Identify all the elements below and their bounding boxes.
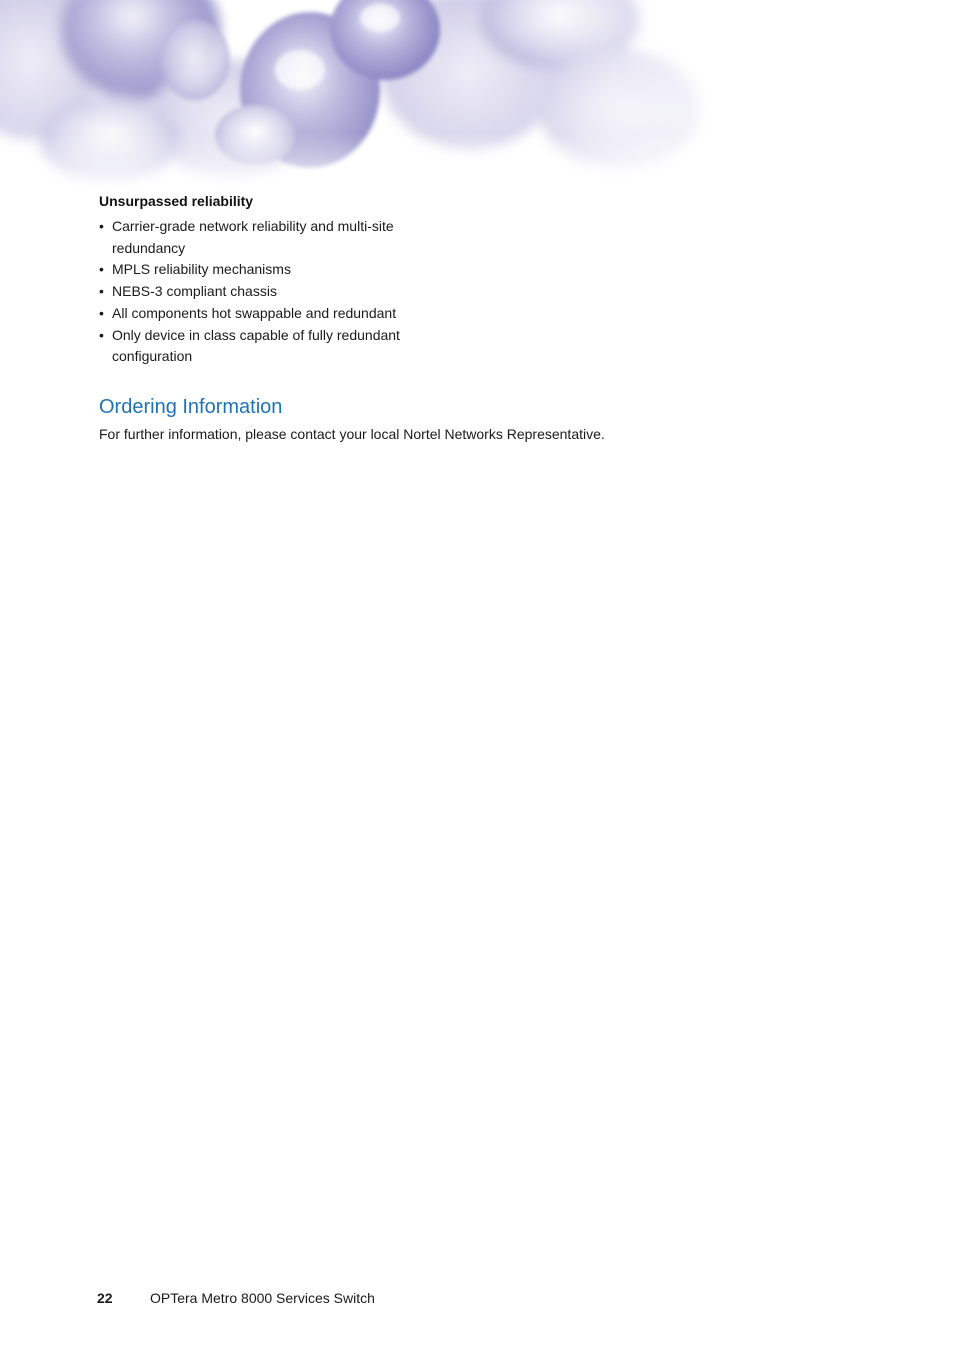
bullet-dot-icon: • — [99, 218, 104, 234]
page-footer — [97, 1288, 375, 1308]
reliability-bullet-list — [99, 216, 439, 368]
header-banner-image — [0, 0, 954, 190]
list-item — [99, 303, 439, 325]
ordering-information-heading: Ordering Information — [99, 395, 283, 418]
list-item — [99, 325, 439, 368]
page-number: 22 — [97, 1290, 113, 1306]
list-item-text: Only device in class capable of fully redundant configuration — [112, 326, 400, 365]
list-item — [99, 259, 439, 281]
subheading-reliability: Unsurpassed reliability — [99, 193, 254, 209]
list-item-text: MPLS reliability mechanisms — [112, 261, 291, 278]
main-content — [99, 192, 799, 444]
footer-product-name: OPTera Metro 8000 Services Switch — [150, 1290, 375, 1306]
list-item-text: NEBS-3 compliant chassis — [112, 283, 277, 300]
list-item-text: All components hot swappable and redundant — [112, 304, 397, 321]
bullet-dot-icon: • — [99, 326, 104, 343]
bullet-dot-icon: • — [99, 283, 104, 300]
list-item — [99, 281, 439, 303]
bullet-dot-icon: • — [99, 304, 104, 321]
list-item-text: Carrier-grade network reliability and multi-site redundancy — [112, 218, 394, 256]
ordering-information-text: For further information, please contact your local Nortel Networks Representative. — [99, 425, 605, 442]
list-item — [99, 216, 439, 259]
bullet-dot-icon: • — [99, 261, 104, 278]
